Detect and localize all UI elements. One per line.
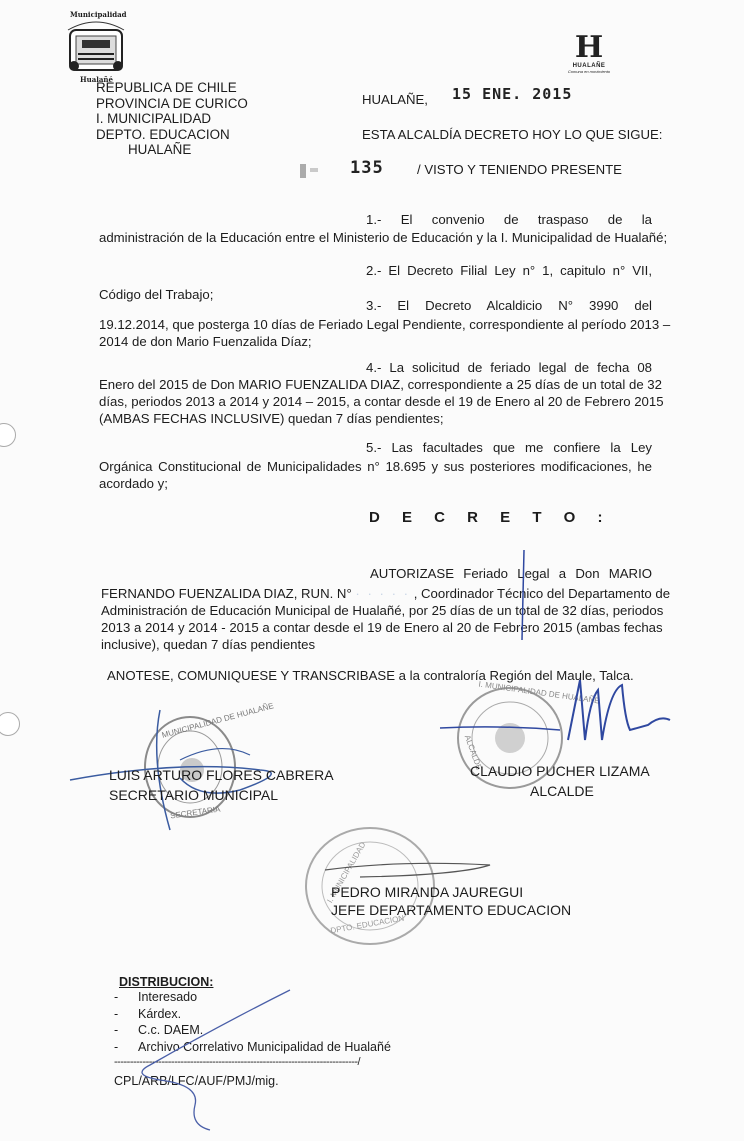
emblem-bottom-text: Hualañé <box>80 75 113 84</box>
alcaldia-line: ESTA ALCALDÍA DECRETO HOY LO QUE SIGUE: <box>362 127 663 142</box>
municipal-emblem-logo <box>60 12 132 84</box>
consideration-3-line-2: 19.12.2014, que posterga 10 días de Feriado Legal Pendiente, correspondiente al período 2013 – <box>99 317 671 332</box>
alcalde-stamp-bottom: ALCALDE <box>462 733 484 772</box>
consideration-3-first: 3.- El Decreto Alcaldicio N° 3990 del <box>366 298 652 313</box>
consideration-2-rest: Código del Trabajo; <box>99 287 214 302</box>
decree-number: 135 <box>350 158 384 178</box>
visto-line: / VISTO Y TENIENDO PRESENTE <box>417 162 622 177</box>
punch-hole-top <box>0 423 16 447</box>
alcalde-name: CLAUDIO PUCHER LIZAMA <box>470 763 650 779</box>
consideration-4-first: 4.- La solicitud de feriado legal de fecha 08 <box>366 360 652 375</box>
header-block <box>96 80 248 158</box>
jefe-stamp-bottom: DPTO. EDUCACION <box>329 913 405 936</box>
jefe-name: PEDRO MIRANDA JAUREGUI <box>331 884 524 900</box>
anotese-line: ANOTESE, COMUNIQUESE Y TRANSCRIBASE a la contraloría Región del Maule, Talca. <box>107 668 634 683</box>
header-line-republica: REPUBLICA DE CHILE <box>96 80 237 95</box>
punch-hole-bottom <box>0 712 20 736</box>
secretario-stamp-text: MUNICIPALIDAD DE HUALAÑE <box>160 701 275 740</box>
header-line-provincia: PROVINCIA DE CURICO <box>96 95 248 111</box>
consideration-5-line-2: Orgánica Constitucional de Municipalidades n° 18.695 y sus posteriores modificaciones, he <box>99 459 652 474</box>
distribution-heading: DISTRIBUCION: <box>119 975 214 989</box>
secretario-title: SECRETARIO MUNICIPAL <box>109 787 279 803</box>
alcalde-title: ALCALDE <box>530 783 594 799</box>
distribution-item: - Kárdex. <box>114 1006 182 1021</box>
consideration-5-first: 5.- Las facultades que me confiere la Ley <box>366 440 652 455</box>
header-line-depto: DEPTO. EDUCACION <box>96 126 230 142</box>
secretario-name: LUIS ARTURO FLORES CABRERA <box>109 767 334 783</box>
consideration-1-first: 1.- El convenio de traspaso de la <box>366 212 652 227</box>
initials-signature <box>120 985 320 1135</box>
place-label: HUALAÑE, <box>362 92 428 107</box>
hualane-logo-mark: H <box>574 30 604 65</box>
secretario-stamp-bottom: SECRETARIA <box>169 804 221 821</box>
distribution-item: - C.c. DAEM. <box>114 1023 204 1037</box>
consideration-1-rest: administración de la Educación entre el Ministerio de Educación y la I. Municipalidad de Hualañé; <box>99 230 668 245</box>
hualane-logo-name: HUALAÑE <box>572 63 606 69</box>
consideration-4-line-4: (AMBAS FECHAS INCLUSIVE) quedan 7 días pendientes; <box>99 411 444 426</box>
resolution-line-5: inclusive), quedan 7 días pendientes <box>101 637 316 652</box>
consideration-3-line-3: 2014 de don Mario Fuenzalida Díaz; <box>99 334 312 349</box>
resolution-first: AUTORIZASE Feriado Legal a Don MARIO <box>370 566 652 581</box>
decreto-heading: D E C R E T O : <box>369 509 612 526</box>
consideration-2-first: 2.- El Decreto Filial Ley n° 1, capitulo n° VII, <box>366 263 652 278</box>
hualane-logo <box>567 30 611 74</box>
alcalde-stamp-text: I. MUNICIPALIDAD DE HUALAÑE <box>477 679 601 706</box>
resolution-line-3: Administración de Educación Municipal de Hualañé, por 25 días de un total de 32 días, periodos <box>101 603 664 618</box>
initials-line: CPL/ARB/LFC/AUF/PMJ/mig. <box>114 1074 279 1088</box>
consideration-4-line-3: días, periodos 2013 a 2014 y 2014 – 2015, a contar desde el 19 de Enero al 20 de Febrero 2015 <box>99 394 664 409</box>
stamp-smudge <box>296 160 322 180</box>
consideration-5-line-3: acordado y; <box>99 476 168 491</box>
run-redacted: · · · · · <box>355 586 411 601</box>
resolution-line-4: 2013 a 2014 y 2014 - 2015 a contar desde el 19 de Enero al 20 de Febrero 2015 (ambas fechas <box>101 620 663 635</box>
distribution-item: - Archivo Correlativo Municipalidad de Hualañé <box>114 1039 391 1054</box>
consideration-4-line-2: Enero del 2015 de Don MARIO FUENZALIDA DIAZ, correspondiente a 25 días de un total de 32 <box>99 377 662 392</box>
header-line-hualane: HUALAÑE <box>128 142 192 157</box>
hualane-logo-tagline: Comuna en movimiento <box>567 69 611 74</box>
resolution-line-2-post: , Coordinador Técnico del Departamento de <box>413 586 671 601</box>
jefe-title: JEFE DEPARTAMENTO EDUCACION <box>331 902 572 918</box>
distribution-rule: -----------------------------------------------------------------------------/ <box>114 1056 361 1068</box>
jefe-stamp-text: I. MUNICIPALIDAD <box>325 840 368 905</box>
date-stamp: 15 ENE. 2015 <box>452 85 573 103</box>
resolution-line-2-pre: FERNANDO FUENZALIDA DIAZ, RUN. N° <box>101 586 352 601</box>
emblem-top-text: Municipalidad <box>70 10 127 19</box>
header-line-municipalidad: I. MUNICIPALIDAD <box>96 111 212 126</box>
distribution-item: - Interesado <box>114 990 198 1004</box>
